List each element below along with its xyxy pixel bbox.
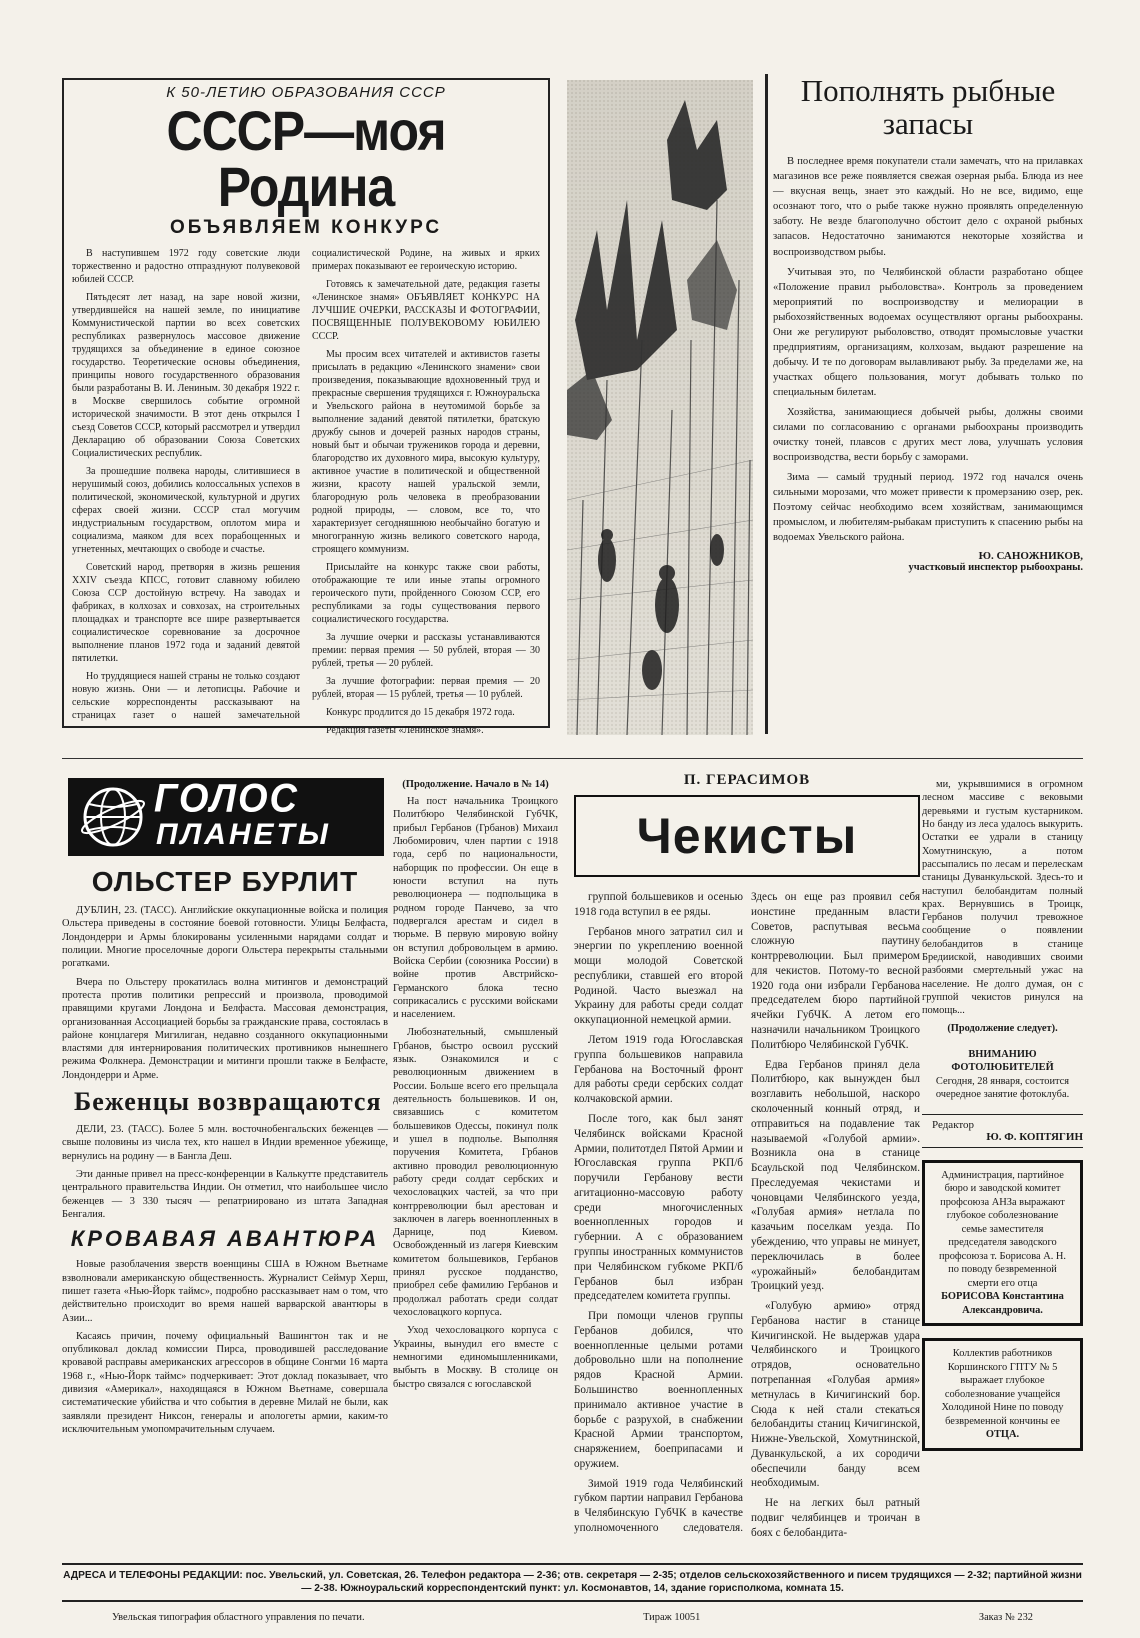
serial-author: П. ГЕРАСИМОВ — [683, 772, 811, 788]
bloody-adventure-title: КРОВАВАЯ АВАНТЮРА — [70, 1226, 380, 1252]
fish-body — [773, 154, 1083, 545]
contest-paragraph: За лучшие фотографии: первая премия — 20 рублей, вторая — 15 рублей, третья — 10 рублей. — [312, 676, 540, 700]
photo-club-notice — [922, 1048, 1083, 1102]
contest-paragraph: Присылайте на конкурс также свои работы, отображающие те или иные этапы огромного героического пути, пройденного Союзом ССР, его республиками за годы существования первого социалистического государства. — [312, 562, 540, 625]
serial-paragraph: На пост начальника Троицкого Политбюро Челябинской ГубЧК, прибыл Гербанов (Грбанов) Михаил Любомирович, член партии с 1918 года, серб по национальности, наборщик по профессии. Он еще в юности вступил на путь революционера — подпольщика в родном городе Панчево, за что подвергался арестам и сидел в тюрьме. В первую мировую войну он вступил добровольцем в армию. Войска Сербии (союзника России) в войне против Австрийско-Германского блока тесно соприкасались с русскими войсками и населением. — [393, 796, 558, 1021]
right-column — [922, 778, 1083, 1560]
bloody-adventure-body — [62, 1258, 388, 1436]
obituary-text: Коллектив работников Коршинского ГПТУ № 5 выражает глубокое соболезнование учащейся Холодиной Нине по поводу безвременной кончины ее — [941, 1348, 1064, 1427]
obituary-1 — [922, 1160, 1083, 1327]
editorial-address: АДРЕСА И ТЕЛЕФОНЫ РЕДАКЦИИ: пос. Увельский, ул. Советская, 26. Телефон редактора — 2-36; отв. секретаря — 2-35; отделов сельскохозяйственного и писем трудящихся — 2-32; партийной жизни — 2-38. Южноуральский корреспондентский пункт: ул. Космонавтов, 14, здание горисполкома, комната 15. — [62, 1563, 1083, 1602]
contest-paragraph: Советский народ, претворяя в жизнь решения XXIV съезда КПСС, готовит славному юбилею Союза ССР достойную встречу. На заводах и фабриках, в колхозах и совхозах, на строительных площадках и транспорте все шире развертывается социалистическое соревнование за досрочное выполнение планов 1972 года и заданий девятой пятилетки. — [72, 562, 300, 664]
fish-stocks-article — [773, 74, 1083, 744]
obituary-name: БОРИСОВА Константина Александровича. — [941, 1291, 1064, 1316]
serial-continuation: (Продолжение. Начало в № 14) — [402, 779, 549, 790]
serial-paragraph: «Голубую армию» отряд Гербанова настиг в станице Кичигинской. Не выдержав удара Челябинского и Троицкого отрядов, основательно потрепанная «Голубая армия» метнулась в Кичигинский бор. Сюда к ней стали стекаться белобандиты станиц Кичигинской, Нижне-Увельской, Хомутнинской, Дуванкульской, а их сородичи обеспечили банду всем необходимым. — [751, 1300, 920, 1490]
obituary-text: Администрация, партийное бюро и заводской комитет профсоюза АНЗа выражают глубокое соболезнование семье заместителя председателя заводского профсоюза т. Борисова А. Н. по поводу безвременной смерти его отца — [938, 1169, 1067, 1289]
refugees-title: Беженцы возвращаются — [74, 1087, 382, 1117]
ulster-paragraph: Вчера по Ольстеру прокатилась волна митингов и демонстраций протеста против политики репрессий и произвола, проводимой правящими кругами Лондона и Белфаста. Массовая демонстрация, организованная Ассоциацией борьбы за гражданские права, состоялась в районе концлагеря Мигилиган, недавно созданного оккупационными властями для интернирования политических противников нынешнего режима Фолкнера. Демонстрации и митинги прошли также в Белфасте, Лондондерри и Арме. — [62, 976, 388, 1081]
serial-paragraph: При помощи членов группы Гербанов добился, что военнопленные целыми ротами добровольно шли на пополнение рядов Красной Армии. Большинство военнопленных принимало активное участие в борьбе с разрухой, в снабжении Красной Армии транспортом, снаряжением, боеприпасами и оружием. — [574, 1310, 743, 1470]
contest-kicker: К 50-ЛЕТИЮ ОБРАЗОВАНИЯ СССР — [166, 84, 446, 101]
contest-paragraph: В наступившем 1972 году советские люди торжественно и радостно отпразднуют полувековой юбилей СССР. — [72, 248, 300, 285]
ulster-paragraph: ДУБЛИН, 23. (ТАСС). Английские оккупационные войска и полиция Ольстера приведены в состояние боевой готовности. Улицы Белфаста, Лондондерри и Армы блокированы усиленными нарядами солдат и полиции. Многие проселочные дороги Ольстера перекрыты стальными рогатками. — [62, 905, 388, 970]
world-news-column — [62, 866, 388, 1558]
contest-subhead: ОБЪЯВЛЯЕМ КОНКУРС — [169, 217, 443, 238]
refugees-paragraph: ДЕЛИ, 23. (ТАСС). Более 5 млн. восточнобенгальских беженцев — свыше половины из числа тех, кто нашел в Индии временное убежище, вернулись на родину — в Бангла Деш. — [62, 1124, 388, 1162]
serial-paragraph: Не на легких был ратный подвиг челябинцев и троичан в боях с белобандита- — [751, 1497, 920, 1539]
serial-paragraph: Любознательный, смышленый Грбанов, быстро освоил русский язык. Ознакомился и с революционным движением в России. Больше всего его прельщала деятельность большевиков. И он, связавшись с комитетом большевиков Одессы, покинул полк и ушел в подполье. Выполняя поручения Комитета, Грбанов активно проводил революционную работу среди солдат сербских и чехословацких частей, за что при контрреволюции был арестован и заключен в лагерь военнопленных в Дарнице, под Киевом. Освобожденный из лагеря Киевским комитетом большевиков, Гербанов принял русское подданство, приобрел себе фамилию Гербанов и продолжал работать среди солдат чехословацкого корпуса. — [393, 1027, 558, 1318]
contest-paragraph: Готовясь к замечательной дате, редакция газеты «Ленинское знамя» ОБЪЯВЛЯЕТ КОНКУРС НА ЛУЧШИЕ ОЧЕРКИ, РАССКАЗЫ И ФОТОГРАФИИ, ПОСВЯЩЕННЫЕ ПОЛУВЕКОВОМУ ЮБИЛЕЮ СССР. — [312, 279, 540, 342]
contest-article — [62, 78, 550, 736]
column-divider — [765, 74, 768, 734]
serial-paragraph: Уход чехословацкого корпуса с Украины, вынудил его вместе с немногими единомышленниками, выбыть в Москву. В столице он быстро связался с югославской — [393, 1325, 558, 1390]
serial-body-1 — [393, 795, 558, 1391]
contest-body — [72, 247, 540, 737]
fish-paragraph: В последнее время покупатели стали замечать, что на прилавках магазинов все реже появляется свежая озерная рыба. Блюда из нее — вкусная вещь, знает это каждый. Но не все, видимо, еще осознают того, что о рыбе также нужно проявлять определенную заботу. Не везде благополучно обстоит дело с охраной рыбных запасов. Недостаточно занимаются некоторые хозяйства и воспроизводством рыбы. — [773, 156, 1083, 258]
fish-author: Ю. САНОЖНИКОВ, — [978, 550, 1083, 563]
obituary-2 — [922, 1338, 1083, 1451]
contest-headline: СССР—моя Родина — [166, 99, 446, 219]
refugees-paragraph: Эти данные привел на пресс-конференции в Калькутте представитель центрального правительства Индии. Он отметил, что наибольшее число беженцев — 3 330 тысяч — репатриировано из штата Западная Бенгалия. — [62, 1169, 388, 1220]
ulster-body — [62, 904, 388, 1082]
notice-title: ВНИМАНИЮ ФОТОЛЮБИТЕЛЕЙ — [951, 1048, 1054, 1074]
printer-name: Увельская типография областного управления по печати. — [112, 1612, 365, 1623]
serial-column-1 — [393, 778, 558, 1560]
serial-paragraph: Летом 1919 года Югославская группа большевиков направила Гербанова на Восточный фронт для работы среди сербских солдат колчаковской армии. — [574, 1034, 743, 1106]
serial-paragraph: ми, укрывшимися в огромном лесном массиве с вековыми деревьями и густым кустарником. Но банду из леса удалось выкурить. Остатки ее удрали в станицу Хомутнинскую, а потом рассыпались по лесам и перелескам станицы Дуванкульской. Здесь-то и наступил белобандитам полный крах. Вернувшись в Троицк, Гербанов получил тревожное сообщение о появлении белобандитов в станице Бредииской, наводивших своими разбоями смертельный ужас на население. Не долго думая, он с группой чекистов ринулся на помощь... — [922, 779, 1083, 1017]
contest-paragraph: Редакция газеты «Ленинское знамя». — [326, 725, 484, 736]
contest-paragraph: Конкурс продлится до 15 декабря 1972 года. — [326, 707, 515, 718]
obituary-name: ОТЦА. — [985, 1429, 1020, 1441]
to-be-continued: (Продолжение следует). — [947, 1022, 1058, 1034]
winter-forest-photo — [567, 80, 753, 735]
chekisty-header — [574, 772, 920, 890]
print-line — [62, 1612, 1083, 1623]
refugees-body — [62, 1123, 388, 1221]
contest-paragraph: Но труддящиеся нашей страны не только создают новую жизнь. Они — и летописцы. Рабочие и сельские корреспонденты рассказывают на страницах газет о нашей замечательной социалистической Родине, на живых и ярких примерах показывают ее героическую историю. — [72, 248, 540, 721]
contest-paragraph: За прошедшие полвека народы, слитившиеся в нерушимый союз, добились колоссальных успехов в политической, экономической, культурной и других сферах своей жизни. СССР стал могучим индустриальным государством, оплотом мира и социализма, маяком для всех порабощенных и угнетенных, мечтающих о свободе и счастье. — [72, 466, 300, 555]
fish-paragraph: Хозяйства, занимающиеся добычей рыбы, должны своими силами по согласованию с органами рыбоохраны производить очистку тоней, плавсов с других мест лова, улучшать условия воспроизводства, вести борьбу с заморами. — [773, 406, 1083, 463]
golos-subtitle: ПЛАНЕТЫ — [156, 818, 331, 851]
editor-block — [922, 1114, 1083, 1148]
winter-forest-illustration — [567, 80, 753, 735]
serial-paragraph: После того, как был занят Челябинск войсками Красной Армии, политотдел Пятой Армии и Югославская группа РКП/б поручили Гербанову вести агитационно-массовую работу среди многочисленных военнопленных городов и губернии. А с образованием группы иностранных коммунистов при Челябинском губкоме РКП/б Гербанов был избран председателем комитета группы. — [574, 1112, 743, 1303]
editor-role: Редактор — [932, 1118, 975, 1131]
golos-title: ГОЛОС — [154, 776, 299, 822]
circulation: Тираж 10051 — [643, 1612, 701, 1623]
serial-paragraph: Зимой 1919 года Челябинский губком партии направил Гербанова в Челябинскую ГубЧК в качестве уполномоченного следователя. Здесь он еще раз проявил себя ионстине преданным власти Советов, распутывая весьма сложную паутину контрреволюции. Был примером для чекистов. Потому-то весной 1920 года они избрали Гербанова председателем бюро партийной ячейки ГубЧК. А летом его назначили начальником Троицкого Политбюро Челябинской ГубЧК. — [574, 891, 920, 1535]
contest-paragraph: Мы просим всех читателей и активистов газеты присылать в редакцию «Ленинского знамени» свои произведения, показывающие вдохновенный труд и прекрасные свершения трудящихся г. Южноуральска и Увельского района в неутомимой борьбе за выполнение заданий девятой пятилетки, братскую дружбу сынов и дочерей разных народов страны, новый быт и обычаи тружеников города и деревни, благородство их духовного мира, высокую культуру, активное участие в политической и общественной жизни, красоту нашей уральской земли, благородную роль человека в преобразовании родной природы, — словом, все то, что характеризует сегодняшнюю необычайно богатую и многогранную жизнь великого советского народа, строящего коммунизм. — [312, 349, 540, 555]
editor-name: Ю. Ф. КОПТЯГИН — [986, 1130, 1083, 1143]
serial-body-3 — [922, 778, 1083, 1018]
fish-paragraph: Зима — самый трудный период. 1972 год начался очень сильными морозами, что может привести к промерзанию озер, рек. Поэтому сейчас необходимо всем хозяйствам, занимающимся промыслом, и любителям-рыбакам приступить к спасению рыбы на водоемах Увельского района. — [773, 471, 1083, 544]
globe-icon — [80, 784, 146, 850]
bloody-paragraph: Новые разоблачения зверств военщины США в Южном Вьетнаме взволновали американскую общественность. Журналист Сеймур Херш, пишет газета «Нью-Йорк таймс», подробно рассказывает нам о том, что действительно происходит во время нашей варварской авантюры в Азии... — [62, 1259, 388, 1324]
contest-paragraph: За лучшие очерки и рассказы устанавливаются премии: первая премия — 50 рублей, вторая — 30 рублей, третья — 20 рублей. — [312, 632, 540, 669]
bloody-paragraph: Касаясь причин, почему официальный Вашингтон так и не опубликовал доклад комиссии Пирса, проводившей расследование кровавой расправы американских агрессоров в общине Сонгми 16 марта 1968 г., «Нью-Йорк таймс» подчеркивает: Этот доклад показывает, что дивизия «Америкал», находящаяся в Южном Вьетнаме, совершала систематические убийства и что события в деревне Милай не были, как заявляли президент Никсон, генералы и апологеты армии, каким-то исключительным умопомрачительным случаем. — [62, 1330, 388, 1435]
fish-author-title: участковый инспектор рыбоохраны. — [908, 562, 1083, 574]
section-divider — [62, 758, 1083, 759]
serial-paragraph: Едва Гербанов принял дела Политбюро, как вынужден был возглавить небольшой, наскоро сколоченный конный отряд, и отправиться на подавление так называемой «Голубой армии». Возникла она в станице Бсаульской под Челябинском. Преследуемая чекистами и чоновцами Челябинского уезда, «Голубая армия» нетлала по казачьим поселкам уезда. По убеждению, что управы не минует, переключилась в более «урожайный» белобандитам Троицкий уезд. — [751, 1058, 920, 1293]
notice-text: Сегодня, 28 января, состоится очередное занятие фотоклуба. — [935, 1075, 1070, 1101]
serial-body-2 — [574, 890, 920, 1560]
serial-paragraph: группой большевиков и осенью 1918 года вступил в ее ряды. — [574, 891, 743, 918]
fish-paragraph: Учитывая это, по Челябинской области разработано общее «Положение правил рыболовства». Контроль за проведением мероприятий по воспроизводству и мелиорации в рыбохозяйственных водоемах осуществляют органы рыбоохраны. Они же регулируют рыболовство, отводят промысловые участки предприятиям, организациям, колхозам, выдают разрешение на добычу. И те по договорам вылавливают рыбу. За пределами же, на участках общего пользования, могут добывать только по специальным билетам. — [773, 266, 1083, 398]
fish-title: Пополнять рыбные запасы — [800, 73, 1056, 142]
serial-title: Чекисты — [574, 795, 920, 877]
order-number: Заказ № 232 — [978, 1612, 1033, 1623]
ulster-title: ОЛЬСТЕР БУРЛИТ — [91, 866, 359, 897]
serial-paragraph: Гербанов много затратил сил и энергии по укреплению военной мощи молодой Советской республики, ставшей его второй Родиной. Часто выезжал на Украину для работы среди солдат оккупационной немецкой армии. — [574, 925, 743, 1027]
contest-paragraph: Пятьдесят лет назад, на заре новой жизни, утвердившейся на нашей земле, по инициативе Коммунистической партии во всех советских республиках развернулось массовое движение трудящихся за объединение в единое союзное государство. Теоретические основы объединения, принципы нового государственного образования были разработаны В. И. Лениным. 30 декабря 1922 г. в Москве свершилось событие огромной исторической значимости. В этот день открылся I съезд Советов СССР, который рассмотрел и утвердил Декларацию об образовании Союза Советских Социалистических республик. — [72, 292, 300, 459]
golos-planety-banner — [68, 778, 384, 856]
